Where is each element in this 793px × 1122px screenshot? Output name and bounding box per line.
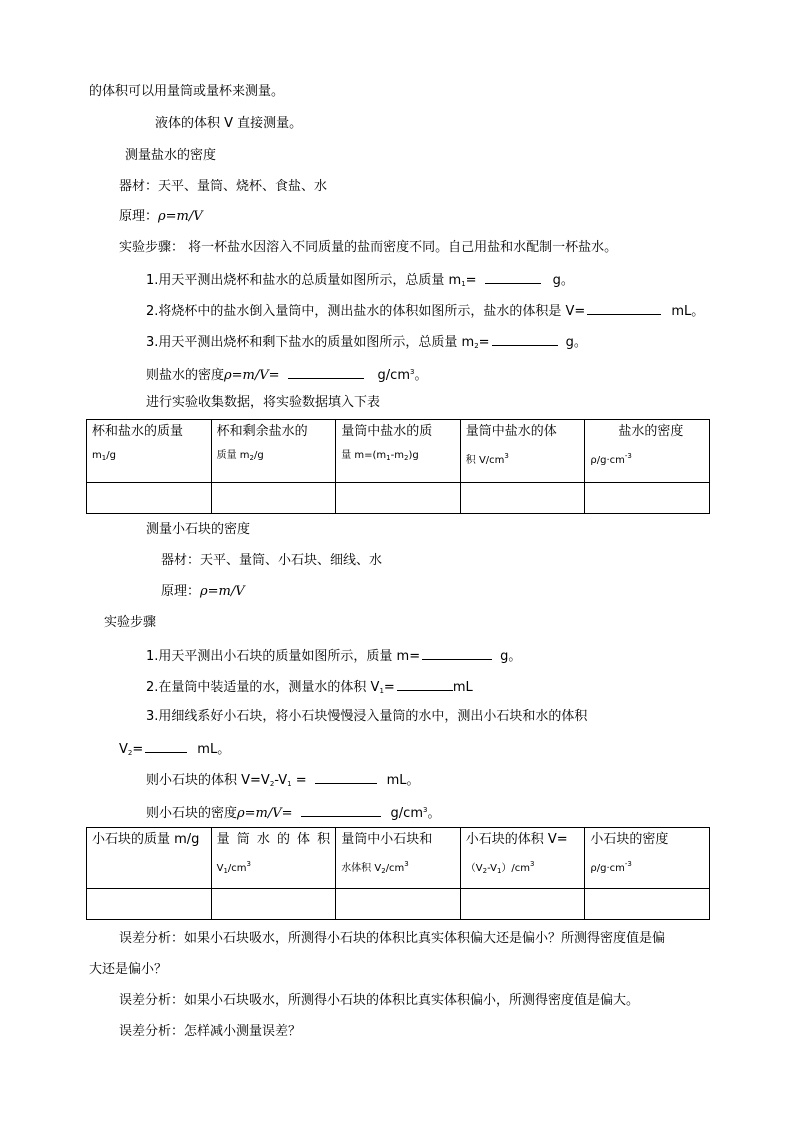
error-question-1: 误差分析：如果小石块吸水，所测得小石块的体积比真实体积偏大还是偏小？所测得密度值是偏 [119,931,666,946]
header-text: /cm [385,863,405,874]
table-cell[interactable] [211,483,336,514]
salt-steps-intro: 实验步骤： 将一杯盐水因溶入不同质量的盐而密度不同。自己用盐和水配制一杯盐水。 [119,240,618,255]
stone-density [146,802,440,822]
table-header-row [87,420,710,483]
superscript: 3 [246,860,251,868]
stone-volume [146,771,420,792]
answer-blank[interactable] [485,271,541,284]
salt-equipment: 器材：天平、量筒、烧杯、食盐、水 [119,179,328,194]
answer-blank[interactable] [301,804,381,817]
header-line: 杯和盐水的质量 [92,424,184,439]
step-text: 1.用天平测出烧杯和盐水的总质量如图所示，总质量 m [146,273,462,288]
density-formula: ρ=m/V= [224,368,280,383]
table-header-cell [460,420,585,483]
header-text: /g [253,450,264,461]
density-label: 则盐水的密度 [146,368,225,383]
subscript: 1 [287,780,292,788]
subscript: 2 [381,867,386,875]
superscript: 3 [404,860,409,868]
header-text: -V [487,863,497,874]
header-line [590,852,704,881]
stone-heading: 测量小石块的密度 [146,522,251,537]
table-row [87,889,710,920]
header-line [217,852,331,883]
table-cell[interactable] [585,483,710,514]
table-cell[interactable] [336,483,461,514]
period: 。 [427,806,441,821]
header-text: ρ/g·cm [590,863,625,874]
principle-label: 原理： [161,584,201,599]
header-text: ）/cm [501,863,531,874]
table-header-cell [211,420,336,483]
subscript: 1 [461,280,466,288]
error-question-2: 误差分析：怎样减小测量误差？ [119,1024,302,1039]
salt-step-3 [146,333,587,354]
header-line: 小石块的质量 m/g [92,832,200,847]
answer-blank[interactable] [315,771,377,784]
salt-heading: 测量盐水的密度 [125,148,217,163]
table-cell[interactable] [87,889,212,920]
table-row [87,483,710,514]
superscript: 3 [423,806,428,814]
unit: g/cm [377,368,410,383]
header-text: m [92,450,102,461]
unit: g。 [500,649,522,664]
stone-v2-line [119,740,230,761]
stone-steps-label: 实验步骤 [104,615,157,630]
stone-step-3: 3.用细线系好小石块，将小石块慢慢浸入量筒的水中，测出小石块和水的体积 [146,709,588,724]
header-text: （V [465,863,483,874]
answer-blank[interactable] [397,678,453,691]
v2-label: V [119,742,128,757]
superscript: -3 [624,452,632,460]
intro-line-1: 的体积可以用量筒或量杯来测量。 [89,84,285,99]
header-line [590,444,704,473]
header-line [92,444,206,470]
header-line: 杯和剩余盐水的 [216,424,308,439]
step-text: 2.在量筒中装适量的水，测量水的体积 V [146,680,380,695]
table-header-cell [211,828,336,889]
table-header-cell [336,828,461,889]
header-line: 盐水的密度 [618,424,684,439]
header-text: -m [390,450,404,461]
subscript: 2 [127,749,133,757]
salt-density [146,364,427,384]
subscript: 2 [269,780,275,788]
salt-principle [119,209,203,225]
subscript: 2 [482,867,488,875]
step-text: 2.将烧杯中的盐水倒入量筒中，测出盐水的体积如图所示，盐水的体积是 V= [146,304,586,319]
unit: g/cm [390,806,423,821]
equals: = [132,742,144,757]
volume-label: 则小石块的体积 V=V [146,773,270,788]
error-answer: 误差分析：如果小石块吸水，所测得小石块的体积比真实体积偏小，所测得密度值是偏大。 [119,993,640,1008]
header-text: 积 V/cm [465,455,505,466]
table-cell[interactable] [211,889,336,920]
answer-blank[interactable] [422,647,492,660]
table-header-cell [460,828,585,889]
stone-step-2 [146,678,473,699]
salt-step-1 [146,271,574,292]
principle-formula: ρ=m/V [158,209,203,224]
superscript: 3 [530,860,535,868]
step-text: 3.用天平测出烧杯和剩下盐水的质量如图所示，总质量 m [146,335,475,350]
table-header-cell [87,420,212,483]
header-text: 水体积 V [341,863,382,874]
table-cell[interactable] [336,889,461,920]
period: 。 [414,368,428,383]
superscript: 3 [410,368,415,376]
header-text: ρ/g·cm [590,455,625,466]
header-line [466,444,580,473]
density-label: 则小石块的密度 [146,806,238,821]
error-question-1-cont: 大还是偏小？ [89,962,168,977]
header-text: /cm [227,863,247,874]
header-text: 量 m=(m [341,450,387,461]
equals: = [291,773,307,788]
table-header-cell [87,828,212,889]
superscript: -3 [624,860,632,868]
table-cell[interactable] [460,889,585,920]
unit: mL [452,680,473,695]
answer-blank[interactable] [492,333,558,346]
subscript: 2 [403,454,409,462]
subscript: 1 [496,867,502,875]
stone-equipment: 器材：天平、量筒、小石块、细线、水 [161,553,383,568]
table-cell[interactable] [585,889,710,920]
header-line [217,444,331,470]
header-line: 量筒中小石块和 [341,832,433,847]
header-line: 小石块的密度 [590,832,669,847]
equals: = [465,273,477,288]
stone-principle [161,584,245,600]
table-header-row [87,828,710,889]
answer-blank[interactable] [587,302,661,315]
principle-formula: ρ=m/V [200,584,245,599]
header-text: /g [106,450,116,461]
equals: = [383,680,395,695]
subscript: 1 [386,454,391,462]
stone-data-table [86,827,710,920]
stone-step-1 [146,647,521,665]
table-cell[interactable] [460,483,585,514]
superscript: 3 [504,452,509,460]
step-text: 1.用天平测出小石块的质量如图所示，质量 m= [146,649,421,664]
answer-blank[interactable] [145,740,187,753]
header-line [341,852,455,883]
intro-line-2: 液体的体积 V 直接测量。 [155,116,303,131]
header-line [466,852,580,883]
subscript: 1 [101,454,107,462]
header-line [341,444,455,470]
table-header-cell [585,420,710,483]
table-header-cell [336,420,461,483]
unit: g。 [552,273,574,288]
subscript: 2 [474,342,479,350]
salt-table-intro: 进行实验收集数据，将实验数据填入下表 [146,395,381,410]
salt-data-table [86,419,710,514]
header-line: 量筒中盐水的质 [341,424,433,439]
table-cell[interactable] [87,483,212,514]
subscript: 1 [379,687,384,695]
header-text: )g [408,450,419,461]
subscript: 2 [249,454,254,462]
header-text: V [216,863,224,874]
volume-label: -V [274,773,288,788]
header-text: 质量 m [216,450,250,461]
principle-label: 原理： [119,209,159,224]
table-header-cell [585,828,710,889]
density-formula: ρ=m/V= [237,806,293,821]
answer-blank[interactable] [288,366,364,379]
unit: g。 [565,335,587,350]
header-line: 小石块的体积 V= [465,832,568,847]
salt-step-2 [146,302,704,320]
unit: mL。 [386,773,420,788]
equals: = [478,335,490,350]
subscript: 1 [223,867,228,875]
header-line: 量筒水的体积 [216,832,331,847]
unit: mL。 [197,742,231,757]
unit: mL。 [671,304,705,319]
header-line: 量筒中盐水的体 [465,424,557,439]
